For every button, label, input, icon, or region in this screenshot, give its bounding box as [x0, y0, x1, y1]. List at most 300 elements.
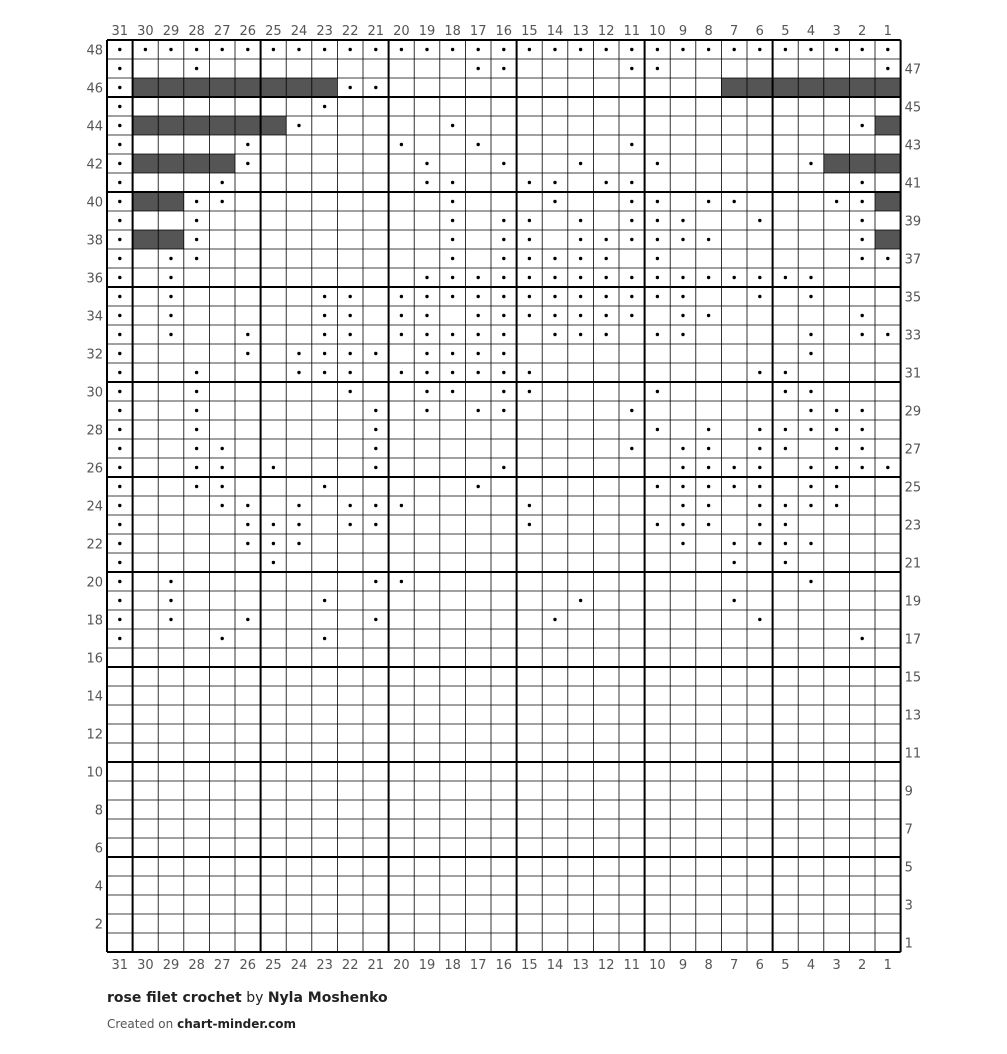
dot-cell — [758, 523, 761, 526]
column-number-bottom: 25 — [265, 958, 282, 973]
dot-cell — [195, 371, 198, 374]
dot-cell — [707, 485, 710, 488]
dot-cell — [221, 200, 224, 203]
dot-cell — [681, 295, 684, 298]
dot-cell — [630, 447, 633, 450]
dot-cell — [118, 618, 121, 621]
dot-cell — [630, 276, 633, 279]
dot-cell — [451, 238, 454, 241]
dot-cell — [784, 48, 787, 51]
dot-cell — [681, 542, 684, 545]
dot-cell — [451, 352, 454, 355]
dot-cell — [579, 162, 582, 165]
row-number-right: 1 — [904, 936, 913, 952]
dot-cell — [297, 371, 300, 374]
dot-cell — [656, 257, 659, 260]
dot-cell — [425, 162, 428, 165]
dot-cell — [605, 295, 608, 298]
dot-cell — [477, 48, 480, 51]
dot-cell — [502, 219, 505, 222]
dot-cell — [707, 466, 710, 469]
dot-cell — [323, 48, 326, 51]
pattern-title: rose filet crochet — [107, 990, 242, 1006]
dot-cell — [656, 48, 659, 51]
column-number-top: 19 — [418, 24, 436, 39]
dot-cell — [118, 580, 121, 583]
dot-cell — [451, 48, 454, 51]
dot-cell — [195, 238, 198, 241]
dot-cell — [118, 124, 121, 127]
column-number-bottom: 21 — [367, 958, 385, 973]
dot-cell — [784, 561, 787, 564]
dot-cell — [553, 257, 556, 260]
dot-cell — [118, 219, 121, 222]
dot-cell — [118, 257, 121, 260]
dot-cell — [707, 276, 710, 279]
dot-cell — [809, 428, 812, 431]
dot-cell — [886, 466, 889, 469]
dot-cell — [861, 181, 864, 184]
filled-block — [875, 230, 901, 249]
dot-cell — [169, 599, 172, 602]
dot-cell — [809, 542, 812, 545]
dot-cell — [656, 295, 659, 298]
dot-cell — [733, 485, 736, 488]
dot-cell — [221, 181, 224, 184]
dot-cell — [323, 485, 326, 488]
dot-cell — [681, 523, 684, 526]
dot-cell — [809, 504, 812, 507]
dot-cell — [118, 105, 121, 108]
dot-cell — [169, 580, 172, 583]
column-number-top: 18 — [444, 24, 461, 39]
row-number-left: 12 — [86, 727, 103, 743]
dot-cell — [221, 504, 224, 507]
created-prefix: Created on — [107, 1017, 174, 1031]
dot-cell — [477, 295, 480, 298]
dot-cell — [477, 333, 480, 336]
dot-cell — [553, 181, 556, 184]
row-number-right: 13 — [904, 708, 922, 724]
dot-cell — [579, 219, 582, 222]
dot-cell — [246, 523, 249, 526]
column-number-top: 31 — [111, 24, 129, 39]
dot-cell — [221, 447, 224, 450]
dot-cell — [195, 200, 198, 203]
dot-cell — [425, 409, 428, 412]
row-number-left: 34 — [86, 309, 103, 325]
column-number-bottom: 10 — [649, 958, 666, 973]
column-number-top: 10 — [649, 24, 666, 39]
dot-cell — [246, 333, 249, 336]
dot-cell — [809, 409, 812, 412]
column-number-bottom: 20 — [393, 958, 410, 973]
dot-cell — [861, 447, 864, 450]
column-number-top: 12 — [597, 24, 615, 39]
dot-cell — [528, 523, 531, 526]
dot-cell — [528, 390, 531, 393]
dot-cell — [656, 162, 659, 165]
dot-cell — [784, 447, 787, 450]
title-line — [107, 989, 388, 1007]
dot-cell — [374, 618, 377, 621]
dot-cell — [400, 333, 403, 336]
dot-cell — [297, 352, 300, 355]
dot-cell — [605, 48, 608, 51]
dot-cell — [605, 276, 608, 279]
row-number-left: 20 — [86, 575, 103, 591]
row-number-left: 14 — [86, 689, 103, 705]
row-number-left: 38 — [86, 233, 103, 249]
dot-cell — [451, 295, 454, 298]
row-number-right: 23 — [904, 518, 922, 534]
dot-cell — [477, 314, 480, 317]
dot-cell — [400, 314, 403, 317]
dot-cell — [477, 276, 480, 279]
dot-cell — [579, 333, 582, 336]
dot-cell — [246, 352, 249, 355]
row-number-left: 16 — [86, 651, 103, 667]
dot-cell — [528, 276, 531, 279]
dot-cell — [272, 523, 275, 526]
dot-cell — [758, 276, 761, 279]
dot-cell — [681, 219, 684, 222]
dot-cell — [118, 86, 121, 89]
dot-cell — [195, 485, 198, 488]
dot-cell — [323, 295, 326, 298]
dot-cell — [297, 48, 300, 51]
row-number-right: 25 — [904, 480, 922, 496]
dot-cell — [605, 238, 608, 241]
dot-cell — [272, 466, 275, 469]
dot-cell — [169, 295, 172, 298]
dot-cell — [349, 390, 352, 393]
dot-cell — [733, 48, 736, 51]
dot-cell — [861, 314, 864, 317]
dot-cell — [758, 504, 761, 507]
dot-cell — [758, 447, 761, 450]
row-number-left: 24 — [86, 499, 103, 515]
dot-cell — [809, 333, 812, 336]
dot-cell — [630, 200, 633, 203]
column-number-top: 8 — [704, 24, 713, 39]
dot-cell — [861, 428, 864, 431]
column-number-bottom: 23 — [316, 958, 333, 973]
created-line — [107, 1016, 388, 1032]
dot-cell — [221, 637, 224, 640]
dot-cell — [502, 352, 505, 355]
row-number-right: 11 — [904, 746, 922, 762]
dot-cell — [425, 333, 428, 336]
row-number-left: 8 — [94, 803, 103, 819]
dot-cell — [118, 314, 121, 317]
dot-cell — [195, 466, 198, 469]
dot-cell — [451, 124, 454, 127]
dot-cell — [195, 390, 198, 393]
column-number-top: 20 — [393, 24, 410, 39]
chart-footer — [107, 989, 388, 1032]
dot-cell — [809, 352, 812, 355]
row-number-right: 3 — [904, 898, 913, 914]
dot-cell — [579, 599, 582, 602]
column-number-bottom: 31 — [111, 958, 129, 973]
dot-cell — [118, 599, 121, 602]
dot-cell — [425, 314, 428, 317]
dot-cell — [528, 371, 531, 374]
dot-cell — [630, 409, 633, 412]
dot-cell — [425, 181, 428, 184]
dot-cell — [451, 371, 454, 374]
dot-cell — [553, 314, 556, 317]
row-number-right: 29 — [904, 404, 922, 420]
dot-cell — [758, 371, 761, 374]
dot-cell — [656, 333, 659, 336]
dot-cell — [861, 333, 864, 336]
dot-cell — [169, 618, 172, 621]
dot-cell — [502, 67, 505, 70]
row-number-right: 45 — [904, 100, 922, 116]
dot-cell — [835, 428, 838, 431]
dot-cell — [809, 466, 812, 469]
dot-cell — [118, 523, 121, 526]
dot-cell — [477, 409, 480, 412]
dot-cell — [425, 295, 428, 298]
dot-cell — [502, 390, 505, 393]
dot-cell — [118, 542, 121, 545]
dot-cell — [118, 390, 121, 393]
dot-cell — [758, 542, 761, 545]
dot-cell — [861, 124, 864, 127]
dot-cell — [400, 504, 403, 507]
dot-cell — [758, 485, 761, 488]
column-number-bottom: 9 — [678, 958, 688, 973]
site-link[interactable]: chart-minder.com — [177, 1017, 296, 1031]
dot-cell — [349, 504, 352, 507]
dot-cell — [118, 67, 121, 70]
dot-cell — [118, 504, 121, 507]
row-number-left: 36 — [86, 271, 103, 287]
dot-cell — [630, 295, 633, 298]
dot-cell — [374, 523, 377, 526]
dot-cell — [707, 238, 710, 241]
row-number-right: 41 — [904, 176, 922, 192]
row-number-left: 32 — [86, 347, 103, 363]
column-number-bottom: 26 — [239, 958, 257, 973]
row-number-left: 46 — [86, 81, 103, 97]
filled-block — [875, 192, 901, 211]
column-number-bottom: 8 — [704, 958, 713, 973]
dot-cell — [681, 466, 684, 469]
column-number-bottom: 11 — [623, 958, 641, 973]
dot-cell — [400, 580, 403, 583]
dot-cell — [605, 181, 608, 184]
column-number-top: 27 — [213, 24, 231, 39]
dot-cell — [400, 295, 403, 298]
row-number-right: 43 — [904, 138, 922, 154]
dot-cell — [451, 257, 454, 260]
dot-cell — [374, 447, 377, 450]
row-number-left: 26 — [86, 461, 103, 477]
dot-cell — [835, 466, 838, 469]
dot-cell — [502, 257, 505, 260]
column-number-top: 7 — [730, 24, 739, 39]
dot-cell — [656, 67, 659, 70]
dot-cell — [477, 352, 480, 355]
dot-cell — [477, 485, 480, 488]
dot-cell — [374, 48, 377, 51]
column-number-bottom: 29 — [162, 958, 180, 973]
dot-cell — [630, 181, 633, 184]
dot-cell — [861, 219, 864, 222]
row-number-right: 9 — [904, 784, 913, 800]
column-number-top: 3 — [832, 24, 841, 39]
dot-cell — [681, 238, 684, 241]
by-word: by — [246, 990, 264, 1006]
dot-cell — [425, 371, 428, 374]
dot-cell — [528, 238, 531, 241]
dot-cell — [630, 67, 633, 70]
dot-cell — [221, 485, 224, 488]
dot-cell — [118, 333, 121, 336]
column-number-bottom: 3 — [832, 958, 841, 973]
dot-cell — [425, 48, 428, 51]
dot-cell — [528, 295, 531, 298]
dot-cell — [477, 371, 480, 374]
dot-cell — [118, 200, 121, 203]
dot-cell — [477, 143, 480, 146]
column-number-bottom: 1 — [883, 958, 892, 973]
dot-cell — [451, 200, 454, 203]
row-number-left: 2 — [94, 917, 103, 933]
dot-cell — [605, 333, 608, 336]
row-number-left: 44 — [86, 119, 103, 135]
dot-cell — [118, 162, 121, 165]
dot-cell — [528, 314, 531, 317]
dot-cell — [630, 314, 633, 317]
dot-cell — [118, 409, 121, 412]
dot-cell — [169, 276, 172, 279]
dot-cell — [502, 162, 505, 165]
column-number-bottom: 14 — [546, 958, 564, 973]
dot-cell — [579, 314, 582, 317]
dot-cell — [502, 333, 505, 336]
dot-cell — [707, 200, 710, 203]
dot-cell — [425, 352, 428, 355]
column-number-top: 1 — [883, 24, 892, 39]
dot-cell — [605, 314, 608, 317]
dot-cell — [733, 599, 736, 602]
dot-cell — [323, 314, 326, 317]
dot-cell — [579, 257, 582, 260]
dot-cell — [681, 447, 684, 450]
column-number-bottom: 16 — [495, 958, 513, 973]
column-number-bottom: 28 — [188, 958, 205, 973]
dot-cell — [477, 67, 480, 70]
dot-cell — [221, 466, 224, 469]
column-number-top: 5 — [781, 24, 790, 39]
dot-cell — [579, 276, 582, 279]
dot-cell — [835, 447, 838, 450]
dot-cell — [118, 485, 121, 488]
dot-cell — [809, 580, 812, 583]
dot-cell — [400, 48, 403, 51]
dot-cell — [758, 219, 761, 222]
dot-cell — [886, 333, 889, 336]
dot-cell — [835, 48, 838, 51]
dot-cell — [246, 504, 249, 507]
dot-cell — [195, 428, 198, 431]
dot-cell — [758, 428, 761, 431]
dot-cell — [784, 523, 787, 526]
dot-cell — [297, 124, 300, 127]
dot-cell — [861, 466, 864, 469]
dot-cell — [656, 390, 659, 393]
dot-cell — [656, 523, 659, 526]
dot-cell — [886, 67, 889, 70]
row-number-left: 22 — [86, 537, 103, 553]
dot-cell — [656, 200, 659, 203]
dot-cell — [528, 257, 531, 260]
dot-cell — [349, 371, 352, 374]
row-number-right: 7 — [904, 822, 913, 838]
dot-cell — [502, 276, 505, 279]
dot-cell — [809, 276, 812, 279]
filled-block — [721, 78, 900, 97]
dot-cell — [502, 48, 505, 51]
dot-cell — [861, 48, 864, 51]
dot-cell — [605, 257, 608, 260]
dot-cell — [195, 48, 198, 51]
dot-cell — [349, 86, 352, 89]
column-number-top: 24 — [290, 24, 308, 39]
dot-cell — [323, 333, 326, 336]
column-number-top: 11 — [623, 24, 641, 39]
dot-cell — [758, 618, 761, 621]
dot-cell — [835, 485, 838, 488]
dot-cell — [297, 542, 300, 545]
dot-cell — [349, 314, 352, 317]
dot-cell — [323, 352, 326, 355]
column-number-bottom: 22 — [341, 958, 359, 973]
dot-cell — [195, 67, 198, 70]
column-number-top: 23 — [316, 24, 333, 39]
row-number-left: 48 — [86, 43, 103, 59]
row-number-right: 27 — [904, 442, 922, 458]
column-number-top: 21 — [367, 24, 385, 39]
dot-cell — [118, 143, 121, 146]
column-number-top: 26 — [239, 24, 257, 39]
column-number-top: 6 — [755, 24, 764, 39]
dot-cell — [374, 409, 377, 412]
dot-cell — [528, 504, 531, 507]
pattern-author[interactable]: Nyla Moshenko — [267, 990, 388, 1006]
dot-cell — [656, 238, 659, 241]
dot-cell — [886, 48, 889, 51]
dot-cell — [451, 219, 454, 222]
row-number-left: 40 — [86, 195, 103, 211]
column-number-top: 17 — [469, 24, 487, 39]
column-number-bottom: 5 — [781, 958, 790, 973]
dot-cell — [118, 466, 121, 469]
row-number-right: 35 — [904, 290, 922, 306]
filled-block — [875, 116, 901, 135]
column-number-top: 22 — [341, 24, 359, 39]
dot-cell — [809, 48, 812, 51]
column-number-top: 30 — [137, 24, 154, 39]
dot-cell — [733, 276, 736, 279]
dot-cell — [272, 542, 275, 545]
dot-cell — [425, 276, 428, 279]
